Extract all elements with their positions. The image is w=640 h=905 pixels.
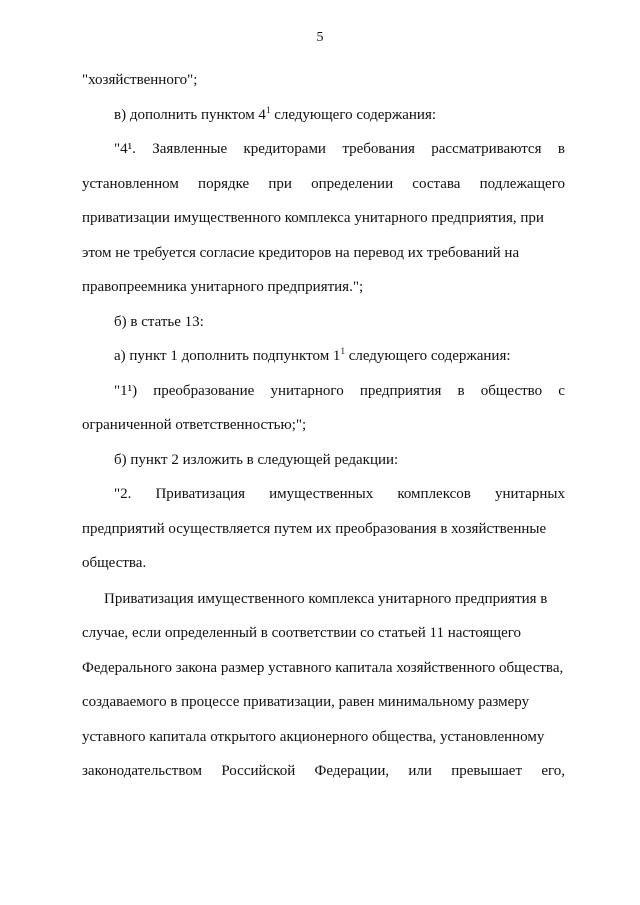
word: комплексов (397, 486, 471, 502)
word: Заявленные (152, 141, 228, 157)
word: его, (541, 763, 565, 779)
text-line-content (114, 132, 565, 167)
superscript: 1 (265, 104, 271, 115)
word: унитарных (494, 486, 565, 502)
document-body (0, 63, 640, 789)
word: унитарного (270, 382, 344, 399)
word: кредиторами (243, 141, 326, 157)
text-line (0, 408, 640, 443)
text-line (0, 339, 640, 374)
word: рассматриваются (431, 141, 542, 157)
word: с (558, 382, 565, 399)
word: имущественных (269, 486, 374, 502)
word: требования (342, 141, 415, 157)
word: "4¹. (114, 141, 136, 157)
text-line-content: уставного капитала открытого акционерного общества, установленному (82, 728, 545, 745)
word: в (457, 382, 465, 399)
word: законодательством (82, 763, 203, 779)
text-fragment: а) пункт 1 дополнить подпунктом 1 (114, 348, 341, 364)
text-line-content: предприятий осуществляется путем их преобразования в хозяйственные (82, 520, 547, 537)
text-line (0, 374, 640, 409)
word: предприятия (359, 382, 442, 399)
text-line-content: общества. (82, 555, 147, 571)
text-line-content (114, 477, 565, 512)
text-line (0, 477, 640, 512)
text-line-content: Приватизация имущественного комплекса унитарного предприятия в (104, 590, 548, 607)
text-line (0, 443, 640, 478)
text-line-content: Федерального закона размер уставного капитала хозяйственного общества, (82, 659, 564, 676)
text-line (0, 720, 640, 755)
page-number: 5 (316, 30, 324, 45)
text-line (0, 167, 640, 202)
text-line-content: "хозяйственного"; (82, 72, 198, 88)
text-line-content: правопреемника унитарного предприятия."; (82, 279, 364, 295)
text-line (0, 132, 640, 167)
text-line (0, 546, 640, 581)
word: превышает (451, 763, 523, 779)
text-line (0, 98, 640, 133)
text-line (0, 305, 640, 340)
text-line (0, 512, 640, 547)
text-line (0, 582, 640, 617)
word: установленном (82, 175, 179, 192)
text-line-content (114, 339, 511, 374)
word: или (408, 763, 432, 779)
word: Российской (221, 763, 296, 779)
text-line (0, 754, 640, 789)
text-line (0, 616, 640, 651)
text-line-content (82, 167, 565, 202)
word: в (557, 141, 565, 157)
text-fragment: в) дополнить пунктом 4 (114, 106, 266, 123)
text-line-content: случае, если определенный в соответствии со статьей 11 настоящего (82, 625, 522, 641)
word: Федерации, (314, 763, 390, 779)
word: определении (311, 175, 394, 192)
text-line-content: б) пункт 2 изложить в следующей редакции: (114, 451, 399, 468)
word: "1¹) (114, 382, 138, 399)
word: преобразование (153, 382, 255, 399)
text-fragment: следующего содержания: (344, 348, 511, 364)
text-line (0, 63, 640, 98)
word: состава (412, 175, 461, 192)
text-line (0, 201, 640, 236)
text-line-content (114, 98, 436, 133)
superscript: 1 (340, 346, 345, 356)
text-line-content (114, 374, 565, 409)
text-line-content: б) в статье 13: (114, 313, 204, 330)
text-line (0, 651, 640, 686)
text-line-content: ограниченной ответственностью;"; (82, 417, 307, 433)
text-line-content (82, 754, 565, 789)
text-line (0, 685, 640, 720)
word: порядке (198, 175, 250, 192)
word: "2. (114, 486, 132, 502)
text-line-content: создаваемого в процессе приватизации, равен минимальному размеру (82, 694, 530, 710)
word: общество (480, 382, 543, 399)
text-line-content: этом не требуется согласие кредиторов на перевод их требований на (82, 244, 520, 261)
text-line (0, 270, 640, 305)
text-line-content: приватизации имущественного комплекса унитарного предприятия, при (82, 210, 544, 226)
text-line (0, 236, 640, 271)
text-fragment: следующего содержания: (270, 106, 437, 123)
word: при (268, 175, 292, 192)
word: Приватизация (155, 486, 246, 502)
word: подлежащего (479, 175, 565, 192)
